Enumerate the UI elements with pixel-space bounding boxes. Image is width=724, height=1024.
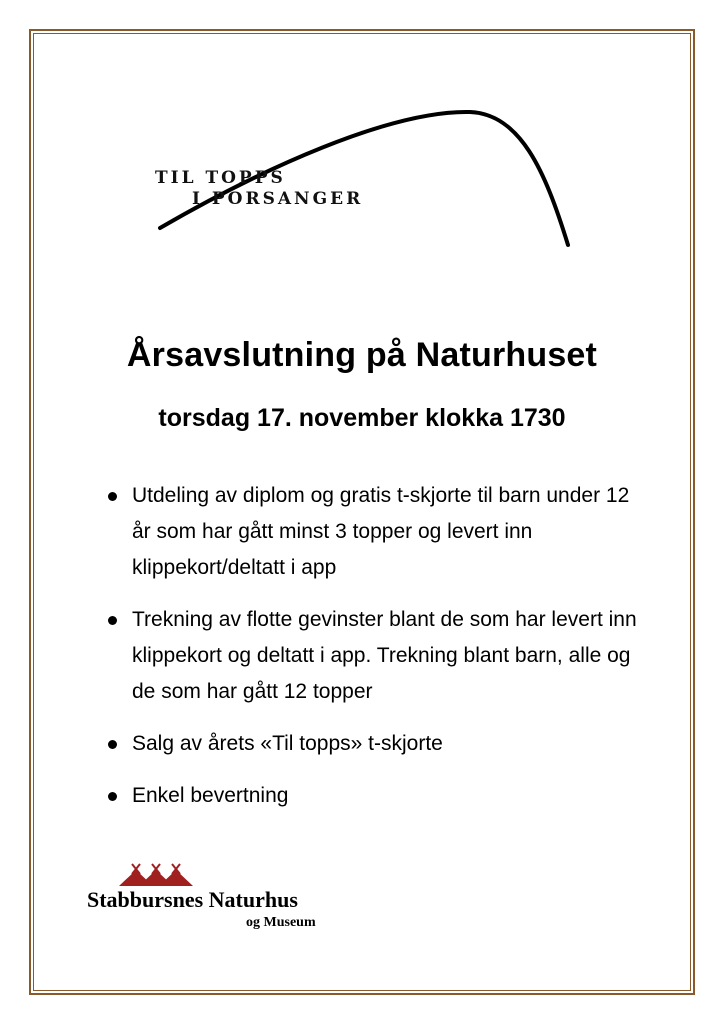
list-item — [105, 478, 645, 586]
list-item-text: Utdeling av diplom og gratis t-skjorte til barn under 12 år som har gått minst 3 topper og levert inn klippekort/deltatt i app — [132, 484, 630, 579]
bullet-icon — [108, 792, 117, 801]
logo-text-line-1: TIL TOPPS — [155, 168, 286, 188]
bullet-icon — [108, 740, 117, 749]
roof-triangles-icon — [117, 860, 197, 888]
event-program-list — [105, 478, 645, 830]
bullet-icon — [108, 616, 117, 625]
footer-org-subtitle: og Museum — [246, 915, 316, 930]
til-topps-logo — [140, 90, 580, 250]
bullet-icon — [108, 492, 117, 501]
list-item — [105, 726, 645, 762]
footer-org-name: Stabbursnes Naturhus — [87, 887, 298, 912]
list-item-text: Salg av årets «Til topps» t-skjorte — [132, 732, 443, 755]
list-item-text: Trekning av flotte gevinster blant de som har levert inn klippekort og deltatt i app. Trekning blant barn, alle og de som har gått 12 topper — [132, 608, 637, 703]
list-item-text: Enkel bevertning — [132, 784, 289, 807]
event-title: Årsavslutning på Naturhuset — [126, 336, 598, 374]
event-date-time: torsdag 17. november klokka 1730 — [158, 404, 566, 432]
logo-text-line-2: I PORSANGER — [192, 189, 364, 209]
list-item — [105, 778, 645, 814]
stabbursnes-logo — [87, 860, 347, 940]
list-item — [105, 602, 645, 710]
